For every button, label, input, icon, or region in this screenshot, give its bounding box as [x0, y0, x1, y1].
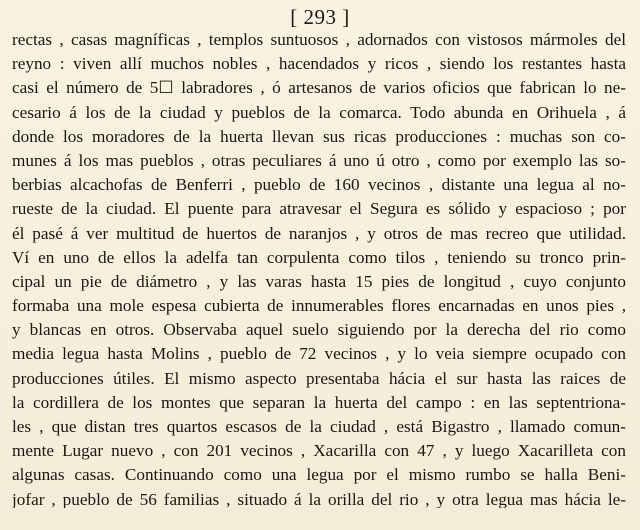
text-line-6: munes á los mas pueblos , otras peculiares á uno ú otro , como por exemplo las so-	[12, 150, 626, 170]
text-line-14: media legua hasta Molins , pueblo de 72 vecinos , y lo veia siempre ocupado con	[12, 344, 626, 364]
page-number: [ 293 ]	[290, 5, 350, 29]
text-line-15: producciones útiles. El mismo aspecto presentaba hácia el sur hasta las raices de	[12, 368, 626, 388]
text-line-19: algunas casas. Continuando como una legua por el mismo rumbo se halla Beni-	[12, 465, 626, 485]
text-line-11: cipal un pie de diámetro , y las varas hasta 15 pies de longitud , cuyo conjunto	[12, 271, 626, 291]
text-line-8: rueste de la ciudad. El puente para atravesar el Segura es sólido y espacioso ; por	[12, 199, 626, 219]
text-line-4: cesario á los de la ciudad y pueblos de la comarca. Todo abunda en Orihuela , á	[12, 102, 626, 122]
text-line-18: mente Lugar nuevo , con 201 vecinos , Xacarilla con 47 , y luego Xacarilleta con	[12, 441, 626, 461]
text-line-13: y blancas en otros. Observaba aquel suelo siguiendo por la derecha del rio como	[12, 320, 626, 340]
text-line-5: donde los moradores de la huerta llevan sus ricas producciones : muchas son co-	[12, 126, 626, 146]
text-line-9: él pasé á ver multitud de huertos de naranjos , y otros de mas recreo que utilidad.	[12, 223, 626, 243]
text-line-16: la cordillera de los montes que separan la huerta del campo : en las septentriona-	[12, 392, 626, 412]
text-line-7: berbias alcachofas de Benferri , pueblo de 160 vecinos , distante una legua al no-	[12, 175, 626, 195]
text-line-12: formaba una mole espesa cubierta de innumerables flores encarnadas en unos pies ,	[12, 296, 626, 316]
text-line-3: casi el número de 5☐ labradores , ó artesanos de varios oficios que fabrican lo ne-	[12, 78, 626, 98]
text-line-17: les , que distan tres quartos escasos de la ciudad , está Bigastro , llamado comun-	[12, 417, 626, 436]
text-line-1: rectas , casas magníficas , templos suntuosos , adornados con vistosos mármoles del	[12, 30, 626, 49]
text-line-20: jofar , pueblo de 56 familias , situado á la orilla del rio , y otra legua mas hácia le-	[12, 489, 626, 508]
text-line-2: reyno : viven allí muchos nobles , hacendados y ricos , siendo los restantes hasta	[12, 54, 626, 74]
text-line-10: Ví en uno de ellos la adelfa tan corpulenta como tilos , teniendo su tronco prin-	[12, 247, 626, 267]
body-text	[12, 28, 626, 508]
